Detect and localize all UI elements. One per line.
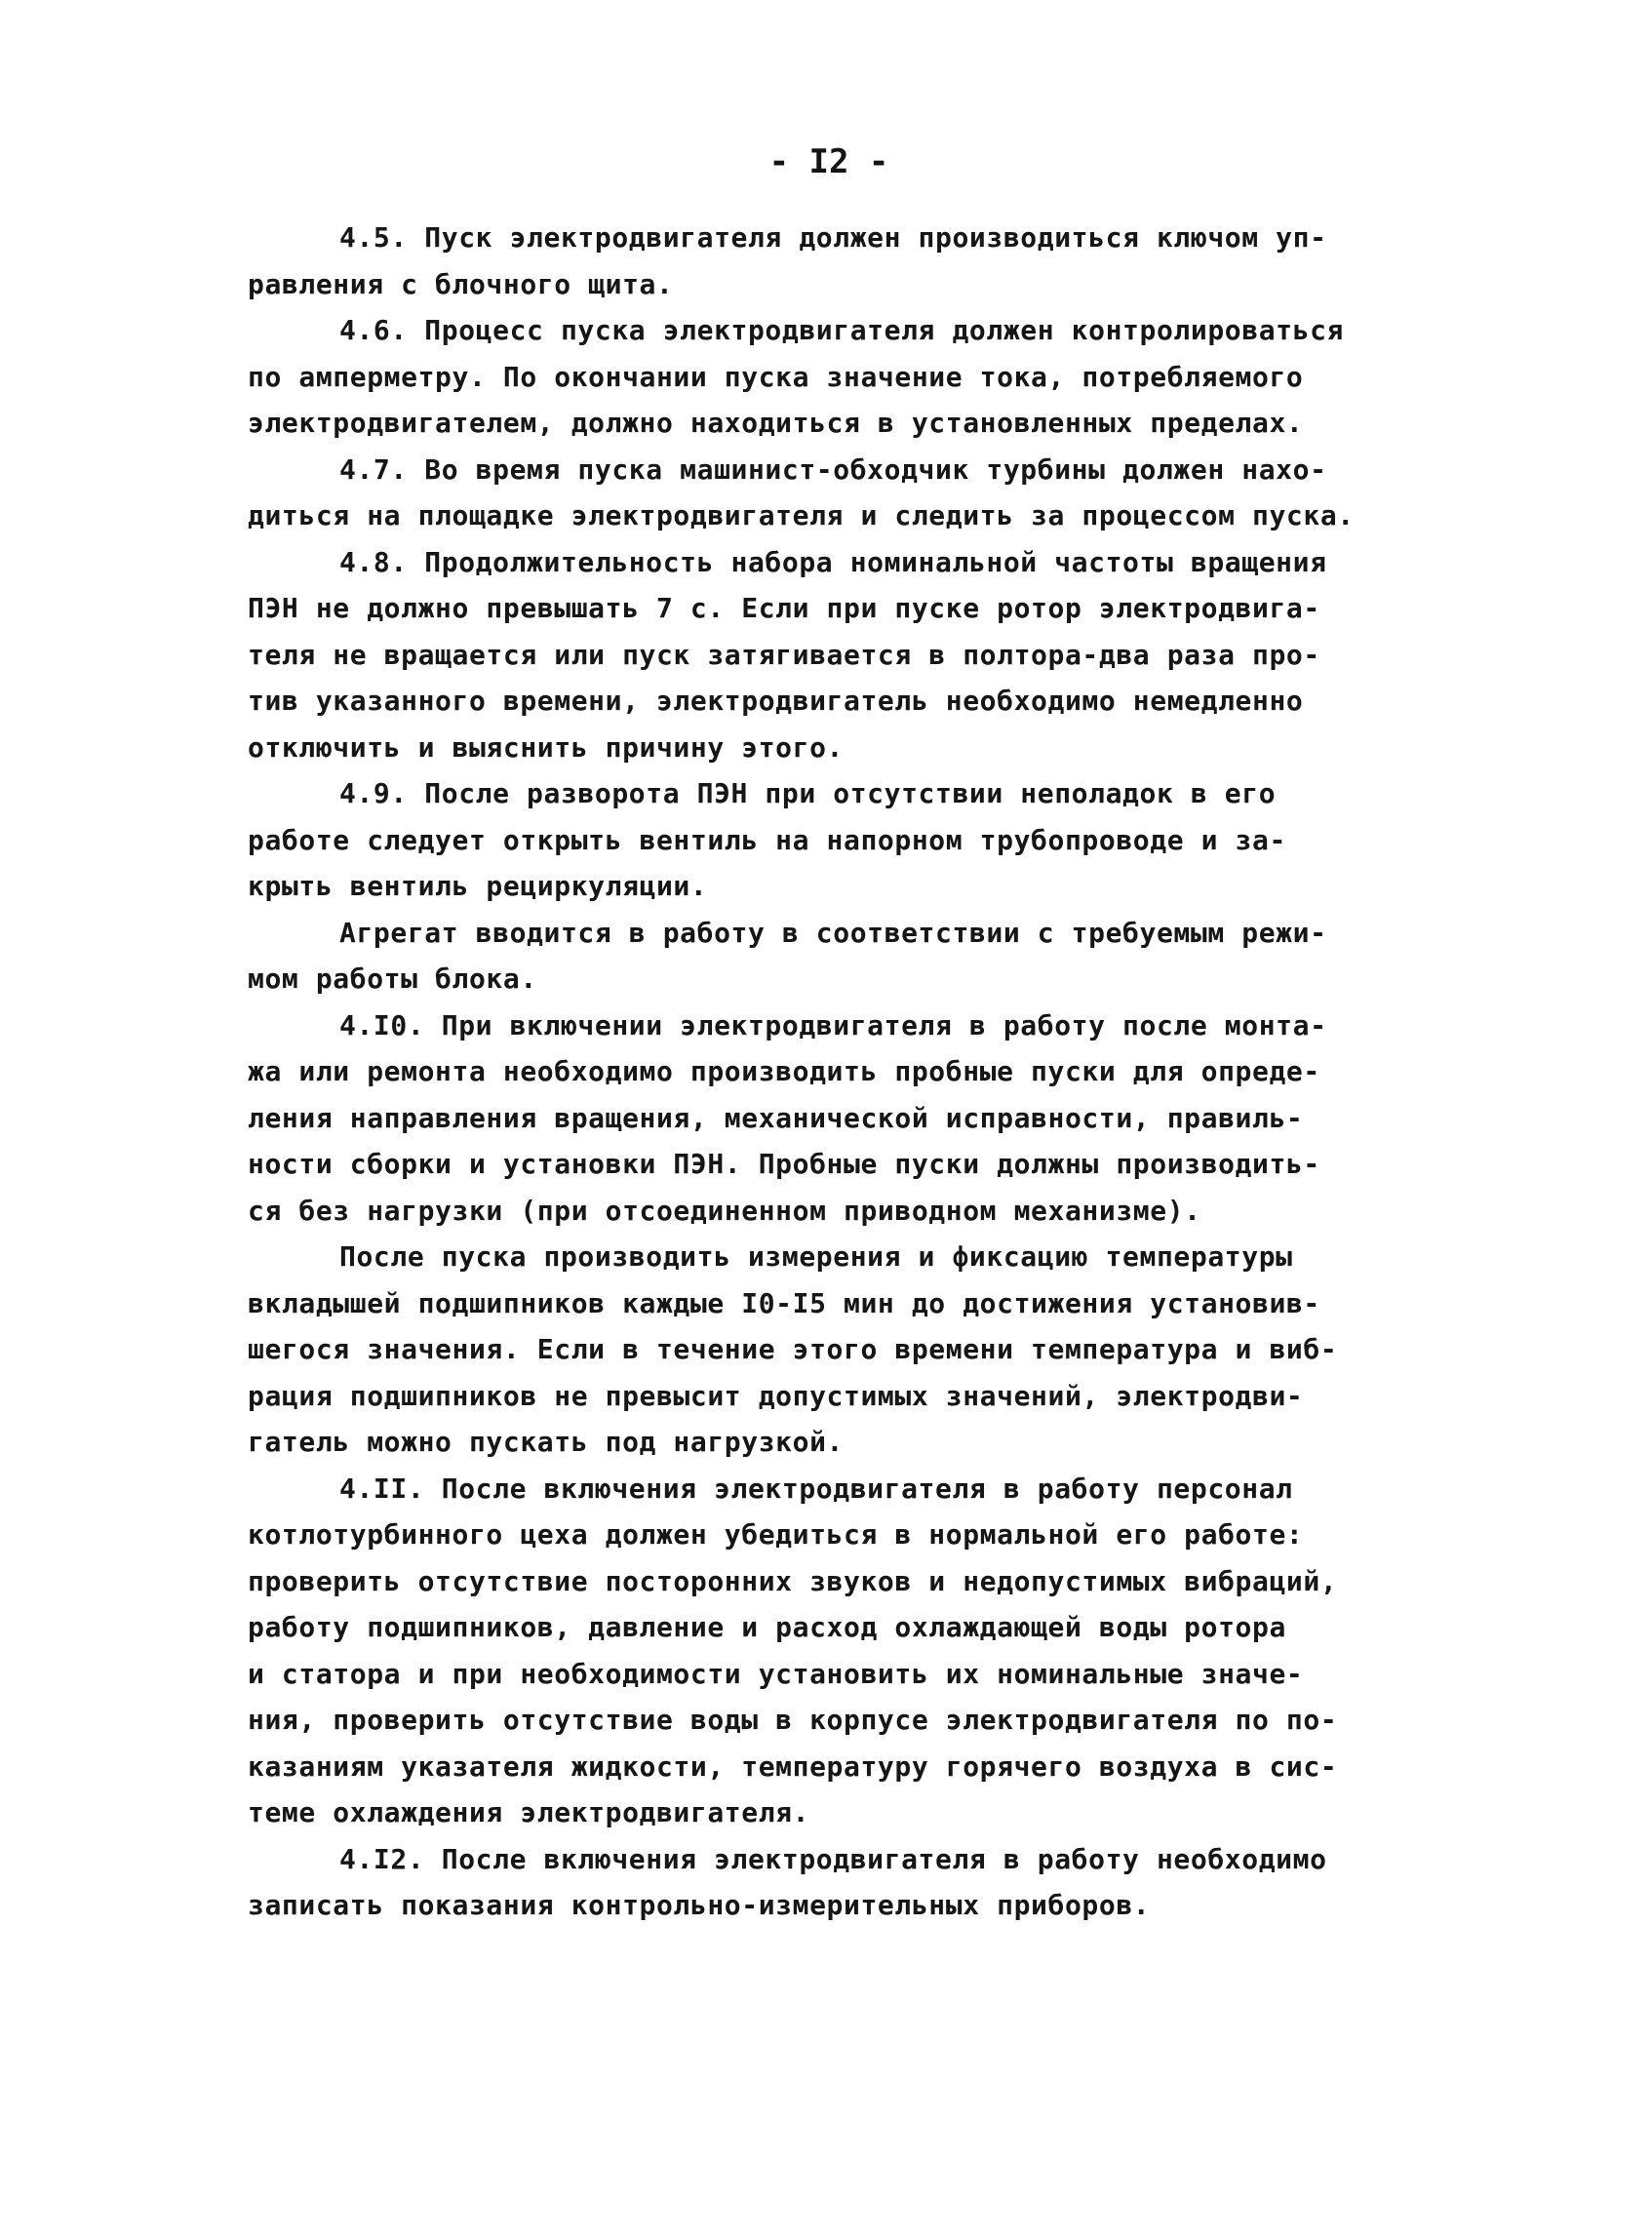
text-line: рация подшипников не превысит допустимых значений, электродви- xyxy=(248,1379,1304,1412)
text-line: и статора и при необходимости установить их номинальные значе- xyxy=(248,1657,1304,1690)
text-line: диться на площадке электродвигателя и следить за процессом пуска. xyxy=(248,499,1355,531)
text-line: шегося значения. Если в течение этого времени температура и виб- xyxy=(248,1333,1338,1365)
text-line: 4.7. Во время пуска машинист-обходчик турбины должен нахо- xyxy=(339,452,1327,486)
text-line: котлотурбинного цеха должен убедиться в нормальной его работе: xyxy=(248,1518,1304,1551)
text-line: 4.I0. При включении электродвигателя в работу после монта- xyxy=(339,1008,1327,1041)
text-line: по амперметру. По окончании пуска значение тока, потребляемого xyxy=(248,360,1304,393)
text-line: ся без нагрузки (при отсоединенном приводном механизме). xyxy=(248,1194,1201,1227)
text-line: электродвигателем, должно находиться в установленных пределах. xyxy=(248,407,1304,439)
text-line: жа или ремонта необходимо производить пробные пуски для опреде- xyxy=(248,1055,1320,1087)
body-text xyxy=(248,215,1515,1929)
text-line: 4.I2. После включения электродвигателя в работу необходимо xyxy=(339,1842,1327,1875)
text-line: равления с блочного щита. xyxy=(248,267,674,300)
text-line: ности сборки и установки ПЭН. Пробные пуски должны производить- xyxy=(248,1148,1320,1180)
text-line: работу подшипников, давление и расход охлаждающей воды ротора xyxy=(248,1611,1286,1643)
text-line: ПЭН не должно превышать 7 с. Если при пуске ротор электродвига- xyxy=(248,592,1320,624)
text-line: казаниям указателя жидкости, температуру горячего воздуха в сис- xyxy=(248,1749,1338,1783)
page-number: - I2 - xyxy=(768,142,889,181)
text-line: работе следует открыть вентиль на напорном трубопроводе и за- xyxy=(248,823,1286,856)
text-line: ния, проверить отсутствие воды в корпусе электродвигателя по по- xyxy=(248,1704,1338,1736)
text-line: теме охлаждения электродвигателя. xyxy=(248,1796,810,1828)
text-line: проверить отсутствие посторонних звуков и недопустимых вибраций, xyxy=(248,1564,1338,1597)
text-line: 4.8. Продолжительность набора номинальной частоты вращения xyxy=(339,545,1327,578)
text-line: вкладышей подшипников каждые I0-I5 мин до достижения установив- xyxy=(248,1286,1320,1319)
text-line: Агрегат вводится в работу в соответствии с требуемым режи- xyxy=(339,916,1327,949)
text-line: мом работы блока. xyxy=(248,962,537,995)
text-line: 4.II. После включения электродвигателя в работу персонал xyxy=(339,1472,1293,1505)
text-line: теля не вращается или пуск затягивается в полтора-два раза про- xyxy=(248,638,1320,671)
text-line: гатель можно пускать под нагрузкой. xyxy=(248,1426,845,1458)
text-line: записать показания контрольно-измерительных приборов. xyxy=(248,1889,1151,1921)
text-line: тив указанного времени, электродвигатель необходимо немедленно xyxy=(248,685,1304,717)
text-line: отключить и выяснить причину этого. xyxy=(248,730,845,764)
text-line: крыть вентиль рециркуляции. xyxy=(248,870,708,902)
text-line: 4.6. Процесс пуска электродвигателя должен контролироваться xyxy=(339,314,1344,346)
text-line: ления направления вращения, механической исправности, правиль- xyxy=(248,1101,1304,1134)
text-line: После пуска производить измерения и фиксацию температуры xyxy=(339,1240,1293,1273)
text-line: 4.5. Пуск электродвигателя должен производиться ключом уп- xyxy=(339,221,1327,254)
text-line: 4.9. После разворота ПЭН при отсутствии неполадок в его xyxy=(339,777,1277,809)
